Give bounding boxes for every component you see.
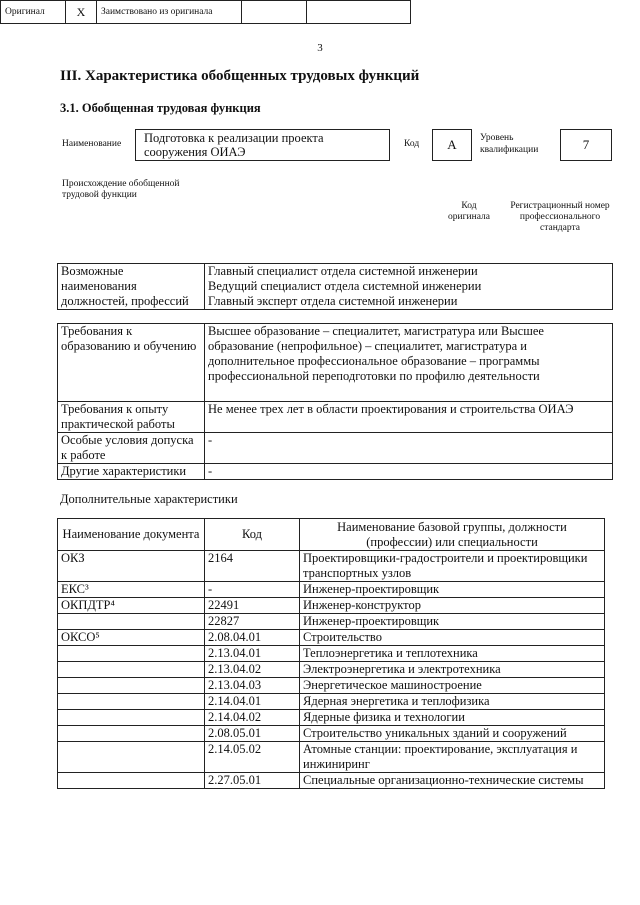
table-row	[58, 630, 605, 646]
cell-doc	[58, 678, 205, 694]
table-row	[58, 646, 605, 662]
req-label: Особые условия допуска к работе	[58, 433, 205, 464]
cell-code: 2.13.04.03	[205, 678, 300, 694]
position-item: Ведущий специалист отдела системной инженерии	[208, 279, 482, 293]
table-row	[58, 726, 605, 742]
table-row	[58, 694, 605, 710]
cell-doc: ЕКС³	[58, 582, 205, 598]
table-row	[58, 614, 605, 630]
table-row	[58, 598, 605, 614]
table-row	[58, 551, 605, 582]
requirements-table	[57, 323, 613, 480]
header-name: Наименование базовой группы, должности (профессии) или специальности	[300, 519, 605, 551]
cell-doc	[58, 694, 205, 710]
cell-name: Атомные станции: проектирование, эксплуатация и инжиниринг	[300, 742, 605, 773]
cell-code: 2.14.04.02	[205, 710, 300, 726]
cell-code: 2.08.05.01	[205, 726, 300, 742]
section-title: III. Характеристика обобщенных трудовых функций	[60, 68, 420, 84]
name-value: Подготовка к реализации проекта сооружения ОИАЭ	[135, 129, 390, 161]
cell-code: 2.27.05.01	[205, 773, 300, 789]
cell-code: 2164	[205, 551, 300, 582]
cell-doc	[58, 662, 205, 678]
req-label: Требования к образованию и обучению	[58, 324, 205, 402]
code-value: А	[432, 129, 472, 161]
cell-name: Инженер-проектировщик	[300, 582, 605, 598]
cell-name: Строительство	[300, 630, 605, 646]
req-label: Другие характеристики	[58, 464, 205, 480]
req-value: -	[205, 464, 613, 480]
cell-name: Инженер-конструктор	[300, 598, 605, 614]
origin-original: Оригинал	[1, 1, 66, 24]
origin-label: Происхождение обобщенной трудовой функции	[62, 179, 180, 200]
header-code: Код	[205, 519, 300, 551]
table-row	[58, 742, 605, 773]
cell-name: Специальные организационно-технические системы	[300, 773, 605, 789]
positions-label: Возможные наименования должностей, профессий	[58, 264, 205, 310]
cell-code: 2.13.04.02	[205, 662, 300, 678]
cell-doc	[58, 726, 205, 742]
cell-code: 2.14.05.02	[205, 742, 300, 773]
cell-code: 22827	[205, 614, 300, 630]
note-reg: Регистрационный номер профессионального стандарта	[510, 201, 610, 233]
position-item: Главный эксперт отдела системной инженерии	[208, 294, 458, 308]
note-code: Код оригинала	[448, 201, 490, 222]
positions-table	[57, 263, 613, 310]
cell-code: 2.08.04.01	[205, 630, 300, 646]
req-label: Требования к опыту практической работы	[58, 402, 205, 433]
cell-name: Проектировщики-градостроители и проектировщики транспортных узлов	[300, 551, 605, 582]
table-row	[58, 710, 605, 726]
cell-name: Ядерная энергетика и теплофизика	[300, 694, 605, 710]
cell-code: -	[205, 582, 300, 598]
cell-code: 22491	[205, 598, 300, 614]
cell-name: Электроэнергетика и электротехника	[300, 662, 605, 678]
additional-title: Дополнительные характеристики	[60, 492, 238, 506]
page-number: 3	[317, 42, 323, 54]
cell-doc	[58, 614, 205, 630]
code-label: Код	[404, 139, 420, 149]
cell-doc	[58, 710, 205, 726]
table-row	[58, 678, 605, 694]
cell-doc	[58, 773, 205, 789]
positions-list	[205, 264, 613, 310]
cell-code: 2.14.04.01	[205, 694, 300, 710]
level-label: Уровень квалификации	[480, 133, 539, 155]
position-item: Главный специалист отдела системной инженерии	[208, 264, 478, 278]
origin-code-cell	[242, 1, 307, 24]
cell-doc: ОКЗ	[58, 551, 205, 582]
table-row	[58, 582, 605, 598]
origin-table	[0, 0, 411, 24]
cell-name: Строительство уникальных зданий и сооружений	[300, 726, 605, 742]
cell-doc	[58, 646, 205, 662]
name-label: Наименование	[62, 139, 122, 149]
cell-doc: ОКСО⁵	[58, 630, 205, 646]
cell-doc: ОКПДТР⁴	[58, 598, 205, 614]
req-value: Не менее трех лет в области проектирования и строительства ОИАЭ	[205, 402, 613, 433]
cell-name: Ядерные физика и технологии	[300, 710, 605, 726]
cell-doc	[58, 742, 205, 773]
req-value: Высшее образование – специалитет, магистратура или Высшее образование (непрофильное) – специалитет, магистратура и дополнительное профессиональное образование – программы профессиональной переподготовки по профилю деятельности	[205, 324, 613, 402]
subsection-title: 3.1. Обобщенная трудовая функция	[60, 101, 261, 115]
cell-code: 2.13.04.01	[205, 646, 300, 662]
additional-table	[57, 518, 605, 789]
origin-reg-cell	[307, 1, 411, 24]
cell-name: Инженер-проектировщик	[300, 614, 605, 630]
cell-name: Энергетическое машиностроение	[300, 678, 605, 694]
table-row	[58, 773, 605, 789]
header-doc: Наименование документа	[58, 519, 205, 551]
origin-borrowed: Заимствовано из оригинала	[97, 1, 242, 24]
table-row	[58, 662, 605, 678]
cell-name: Теплоэнергетика и теплотехника	[300, 646, 605, 662]
level-value: 7	[560, 129, 612, 161]
origin-mark: X	[66, 1, 97, 24]
req-value: -	[205, 433, 613, 464]
